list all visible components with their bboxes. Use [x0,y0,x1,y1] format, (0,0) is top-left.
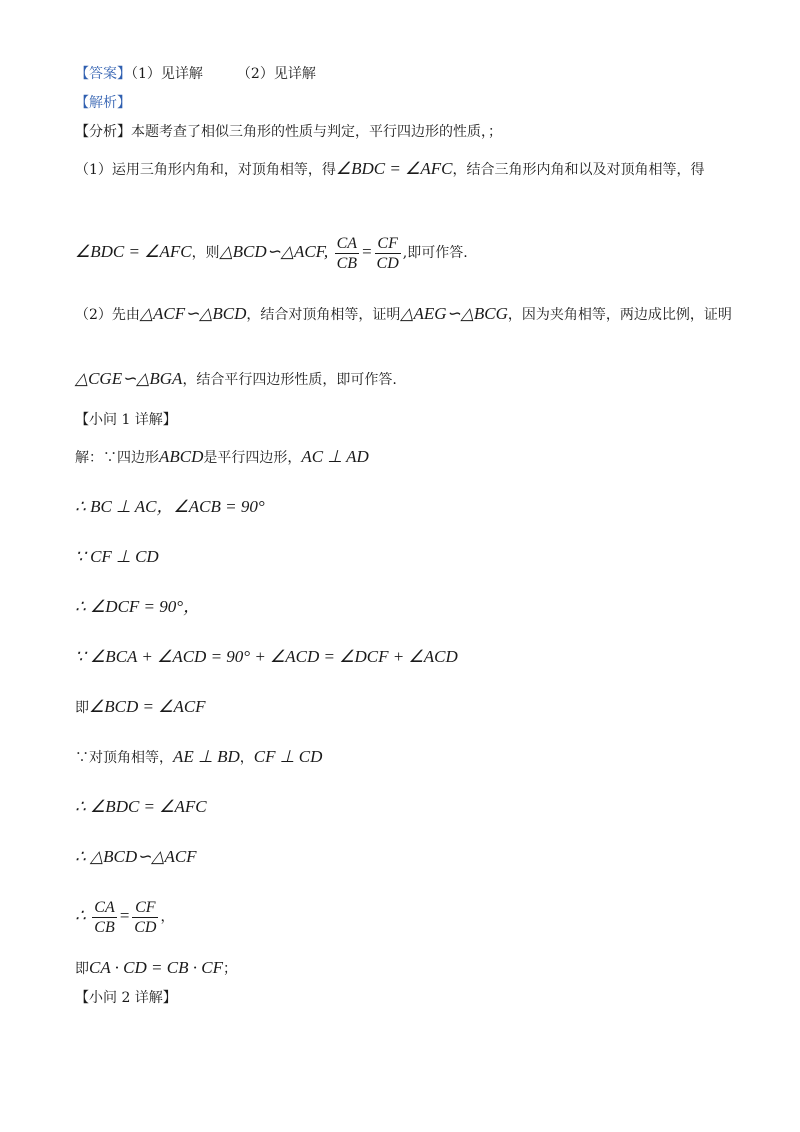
q1-tag: 【小问 1 详解】 [75,412,177,428]
fraction-denominator: CD [376,254,399,272]
analysis-p1-text-c: ，则 [191,245,220,261]
q1-line5: ∵ ∠BCA + ∠ACD = 90° + ∠ACD = ∠DCF + ∠ACD [75,647,458,666]
q1-line9: ∴ △BCD∽△ACF [75,847,197,866]
analysis-p1-text-d: ,即可作答. [402,245,468,261]
answer-part1: （1）见详解 [131,66,203,82]
fraction-numerator: CF [375,234,401,254]
analysis-p1-math3: △BCD∽△ACF, [219,242,329,261]
q1-line6-math: ∠BCD = ∠ACF [89,697,206,716]
q1-line1 [75,447,369,468]
analysis-p2-math2: △AEG∽△BCG [400,304,508,323]
q1-line1-math1: ABCD [159,447,204,466]
q2-tag: 【小问 2 详解】 [75,990,177,1006]
q1-line10-fraction-left [92,898,116,937]
analysis-p1-text-b: ，结合三角形内角和以及对顶角相等，得 [452,162,705,178]
analysis-intro: 【分析】本题考查了相似三角形的性质与判定，平行四边形的性质，； [75,124,502,140]
fraction-numerator: CA [94,898,115,916]
q1-line6 [75,697,206,718]
q1-line10-equals: = [118,906,131,925]
analysis-p2-math3: △CGE∽△BGA [75,369,183,388]
q1-line11-math: CA · CD = CB · CF [89,958,223,977]
analysis-p2-text-b: ，结合对顶角相等，证明 [246,307,401,323]
q1-line11-text-b: ； [222,961,237,977]
analysis-p2-line2 [75,369,397,390]
q1-line1-text-b: 是平行四边形， [203,450,302,466]
q1-line1-math2: AC ⊥ AD [301,447,369,466]
analysis-p1-line2 [75,230,468,275]
answer-tag: 【答案】 [75,66,131,82]
q1-line7-math1: AE ⊥ BD [173,747,240,766]
q1-line10-therefore: ∴ [75,906,86,925]
q1-line10-fraction-right [132,898,158,937]
q1-line6-text: 即 [75,700,89,716]
answer-part2: （2）见详解 [236,66,316,82]
fraction-numerator: CF [132,898,158,918]
fraction-denominator: CD [134,918,157,936]
analysis-p1-math2: ∠BDC = ∠AFC [75,242,192,261]
q1-line1-text-a: 解：∵四边形 [75,450,159,466]
q1-line10-comma: ， [160,909,175,925]
q1-line2: ∴ BC ⊥ AC，∠ACB = 90° [75,497,265,516]
analysis-p2-text-d: ，结合平行四边形性质，即可作答. [182,372,397,388]
analysis-p1-fraction-left [335,234,359,273]
q1-line4: ∴ ∠DCF = 90°， [75,597,201,616]
analysis-p1-line1 [75,159,704,180]
q1-line7-math2: CF ⊥ CD [253,747,323,766]
answer-line [75,64,316,84]
analysis-p2-math1: △ACF∽△BCD [139,304,247,323]
fraction-denominator: CB [94,918,115,936]
q1-line11-text-a: 即 [75,961,89,977]
q1-line7-text-a: ∵对顶角相等， [75,750,173,766]
q1-line10 [75,894,174,939]
analysis-p2-text-a: （2）先由 [75,307,140,323]
q1-line7 [75,747,322,768]
q1-line11 [75,958,237,979]
analysis-p1-text-a: （1）运用三角形内角和，对顶角相等，得 [75,162,336,178]
q1-line7-text-b: ， [239,750,254,766]
analysis-p1-equals: = [361,242,373,261]
analysis-tag: 【解析】 [75,95,131,111]
q1-line3: ∵ CF ⊥ CD [75,547,159,566]
analysis-p2-text-c: ，因为夹角相等，两边成比例，证明 [507,307,732,323]
fraction-numerator: CA [336,234,358,252]
analysis-p1-math1: ∠BDC = ∠AFC [335,159,453,178]
fraction-denominator: CB [336,254,358,272]
analysis-p2-line1 [75,304,732,325]
analysis-p1-fraction-right [375,234,401,273]
q1-line8: ∴ ∠BDC = ∠AFC [75,797,207,816]
